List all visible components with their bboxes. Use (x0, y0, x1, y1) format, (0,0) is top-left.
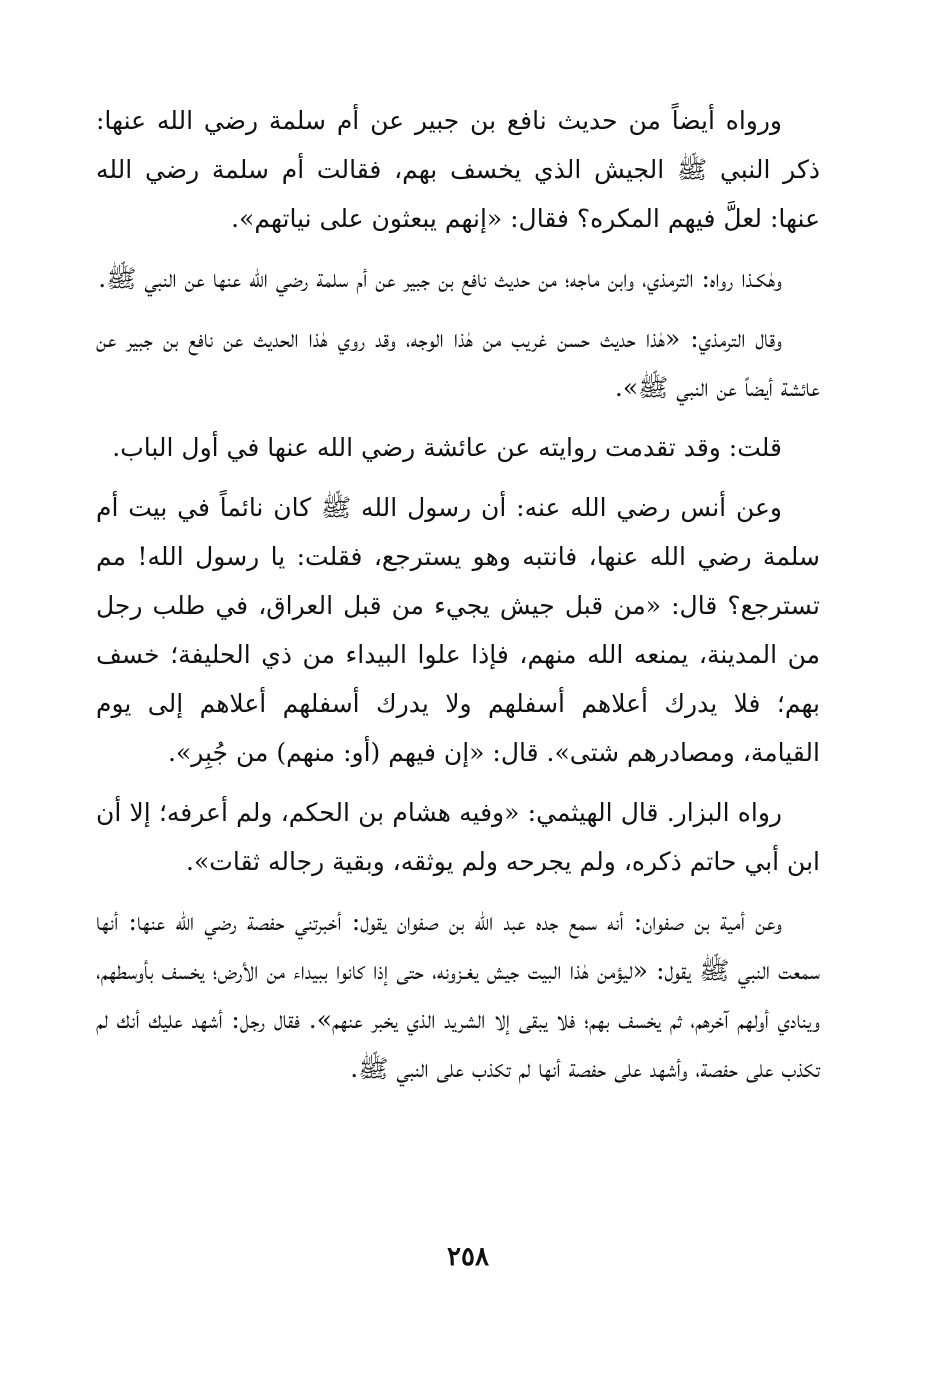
paragraph-2: وهٰكـذا رواه: الترمذي، وابن ماجه؛ من حديث نافع بن جبير عن أم سلمة رضي الله عنها عن النبي ﷺ. (98, 264, 782, 293)
paragraph-6: رواه البزار. قال الهيثمي: «وفيه هشام بن الحكم، ولم أعرفه؛ إلا أن ابن أبي حاتم ذكره، ولم يجرحه ولم يوثقه، وبقية رجاله ثقات». (96, 798, 820, 876)
paragraph-3: وقال الترمذي: «هٰذا حديث حسن غريب من هٰذا الوجه، وقد روي هٰذا الحديث عن نافع بن جبير عن عائشة أيضاً عن النبي ﷺ». (96, 324, 820, 402)
page-body (96, 96, 820, 1104)
page-number: ٢٥٨ (447, 1242, 489, 1272)
paragraph-1: ورواه أيضاً من حديث نافع بن جبير عن أم سلمة رضي الله عنها: ذكر النبي ﷺ الجيش الذي يخسف بهم، فقالت أم سلمة رضي الله عنها: لعلَّ فيهم المكره؟ فقال: «إنهم يبعثون على نياتهم». (96, 106, 820, 233)
paragraph-7: وعن أمية بن صفوان: أنه سمع جده عبد الله بن صفوان يقول: أخبرتني حفصة رضي الله عنها: أنها سمعت النبي ﷺ يقول: «ليؤمن هٰذا البيت جيش يغـزونه، حتى إذا كانوا ببيداء من الأرض؛ يخسف بأوسطهم، وينادي أولهم آخرهم، ثم يخسف بهم؛ فلا يبقى إلا الشريد الذي يخبر عنهم». فقال رجل: أشهد عليك أنك لم تكذب على حفصة، وأشهد على حفصة أنها لم تكذب على النبي ﷺ. (96, 907, 820, 1083)
paragraph-5: وعن أنس رضي الله عنه: أن رسول الله ﷺ كان نائماً في بيت أم سلمة رضي الله عنها، فانتبه وهو يسترجع، فقلت: يا رسول الله! مم تسترجع؟ قال: «من قبل جيش يجيء من قبل العراق، في طلب رجل من المدينة، يمنعه الله منهم، فإذا علوا البيداء من ذي الحليفة؛ خسف بهم؛ فلا يدرك أعلاهم أسفلهم ولا يدرك أسفلهم أعلاهم إلى يوم القيامة، ومصادرهم شتى». قال: «إن فيهم (أو: منهم) من جُبِر». (96, 493, 820, 767)
paragraph-4: قلت: وقد تقدمت روايته عن عائشة رضي الله عنها في أول الباب. (112, 433, 782, 462)
